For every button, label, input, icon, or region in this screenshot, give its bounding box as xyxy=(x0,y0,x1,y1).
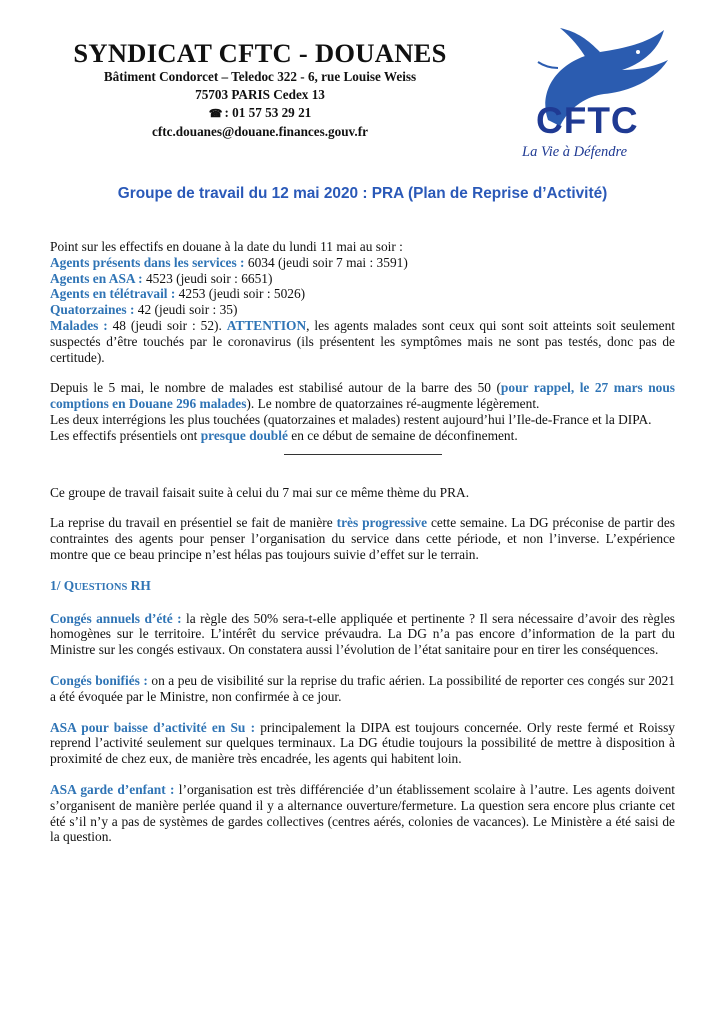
stat-presents-value: 6034 (jeudi soir 7 mai : 3591) xyxy=(244,254,408,270)
effectifs-intro: Point sur les effectifs en douane à la date du lundi 11 mai au soir : xyxy=(50,239,403,254)
para-reprise xyxy=(50,515,675,562)
asa-garde-label: ASA garde d’enfant : xyxy=(50,781,175,797)
stat-teletravail-value: 4253 (jeudi soir : 5026) xyxy=(175,286,306,302)
stat-malades-label: Malades : xyxy=(50,317,108,333)
stat-presents xyxy=(50,255,675,271)
para-reprise-text-2: cette semaine. La DG préconise de partir des contraintes des agents pour penser l’organisation du service dans cette période, et non l’inverse. L’expérience montre que ce beau principe n’est hélas pas toujours suivie d’effet sur le terrain. xyxy=(50,515,676,562)
para-malades-highlight: pour rappel, le 27 mars nous comptions en Douane 296 malades xyxy=(50,380,676,412)
para-malades-text-1: Depuis le 5 mai, le nombre de malades est stabilisé autour de la barre des 50 ( xyxy=(50,380,501,396)
stat-teletravail-label: Agents en télétravail : xyxy=(50,286,176,302)
para-interregions: Les deux interrégions les plus touchées (quatorzaines et malades) restent aujourd’hui l’Ile-de-France et la DIPA. xyxy=(50,411,652,427)
section-heading-rh xyxy=(50,578,675,596)
para-groupe: Ce groupe de travail faisait suite à celui du 7 mai sur ce même thème du PRA. xyxy=(50,484,470,500)
org-name: SYNDICAT CFTC - DOUANES xyxy=(73,38,447,68)
asa-su-label: ASA pour baisse d’activité en Su : xyxy=(50,719,256,735)
section-heading-smallcaps: UESTIONS xyxy=(74,581,128,593)
cftc-logo xyxy=(508,22,688,172)
asa-garde-text: l’organisation est très différenciée d’un établissement scolaire à l’autre. Les agents doivent s’organisent de manière perlée quand il y a alternance ouverture/fermeture. La question sera encore plus criante cet été s’il n’y a pas de systèmes de gardes collectives (centres aérés, colonies de vacances). Le Ministère a été saisi de la question. xyxy=(50,781,675,845)
document-body xyxy=(50,239,675,845)
para-malades xyxy=(50,380,675,412)
para-conges-annuels xyxy=(50,611,675,658)
para-conges-bonifies xyxy=(50,673,675,705)
stat-asa-value: 4523 (jeudi soir : 6651) xyxy=(142,270,273,286)
email-line[interactable]: cftc.douanes@douane.finances.gouv.fr xyxy=(152,124,368,139)
para-asa-su xyxy=(50,720,675,767)
attention-text: , les agents malades sont ceux qui sont soit atteints soit seulement suspectés d’être touchés par le coronavirus (ils présentent les symptômes mais ne sont pas testés, donc pas de certitude). xyxy=(50,317,675,365)
logo-brand: CFTC xyxy=(536,100,639,141)
conges-annuels-label: Congés annuels d’été : xyxy=(50,610,182,626)
phone-line xyxy=(40,104,480,123)
document-title: Groupe de travail du 12 mai 2020 : PRA (Plan de Reprise d’Activité) xyxy=(117,185,608,202)
section-heading-suffix: RH xyxy=(127,577,151,593)
conges-bonifies-text: on a peu de visibilité sur la reprise du trafic aérien. La possibilité de reporter ces congés sur 2021 a été évoquée par le Ministre, non confirmée à ce jour. xyxy=(50,672,675,704)
para-presentiel-text-2: en ce début de semaine de déconfinement. xyxy=(287,427,518,443)
letterhead xyxy=(40,38,480,141)
address-line-1: Bâtiment Condorcet – Teledoc 322 - 6, rue Louise Weiss xyxy=(103,69,417,84)
para-presentiel xyxy=(50,428,675,444)
stat-presents-label: Agents présents dans les services : xyxy=(50,254,245,270)
stat-quatorzaines-label: Quatorzaines : xyxy=(50,302,135,318)
stat-quatorzaines-value: 42 (jeudi soir : 35) xyxy=(134,302,238,318)
stat-malades xyxy=(50,318,675,365)
address-line-2: 75703 PARIS Cedex 13 xyxy=(195,87,325,102)
phone-number: : 01 57 53 29 21 xyxy=(224,105,312,120)
asa-su-text: principalement la DIPA est toujours concernée. Orly reste fermé et Roissy reprend l’activité seulement sur quelques terminaux. La DG étudie toujours la possibilité de mettre à disposition à proximité de chez eux, de manière très encadrée, les agents qui habitent loin. xyxy=(50,719,675,767)
conges-bonifies-label: Congés bonifiés : xyxy=(50,672,148,688)
stat-teletravail xyxy=(50,286,675,302)
logo-tagline: La Vie à Défendre xyxy=(522,144,628,160)
stat-malades-value: 48 (jeudi soir : 52). xyxy=(107,317,227,333)
stat-quatorzaines xyxy=(50,302,675,318)
para-malades-text-2: ). Le nombre de quatorzaines ré-augmente légèrement. xyxy=(246,396,540,412)
para-presentiel-text-1: Les effectifs présentiels ont xyxy=(50,427,201,443)
para-presentiel-highlight: presque doublé xyxy=(200,427,288,443)
para-reprise-highlight: très progressive xyxy=(336,515,428,531)
conges-annuels-text: la règle des 50% sera-t-elle appliquée et pertinente ? Il sera nécessaire d’avoir des règles homogènes sur le territoire. L’intérêt du service prévaudra. La DG n’a pas encore d’information de la part du Ministre sur les congés estivaux. On constatera aussi l’évolution de l’état sanitaire pour en tirer les conséquences. xyxy=(50,610,675,658)
section-heading-prefix: 1/ Q xyxy=(50,577,75,593)
stat-asa xyxy=(50,271,675,287)
attention-label: ATTENTION xyxy=(226,317,307,333)
stat-asa-label: Agents en ASA : xyxy=(50,270,143,286)
phone-icon: ☎ xyxy=(208,108,223,120)
para-reprise-text-1: La reprise du travail en présentiel se fait de manière xyxy=(50,515,337,531)
para-asa-garde xyxy=(50,782,675,845)
